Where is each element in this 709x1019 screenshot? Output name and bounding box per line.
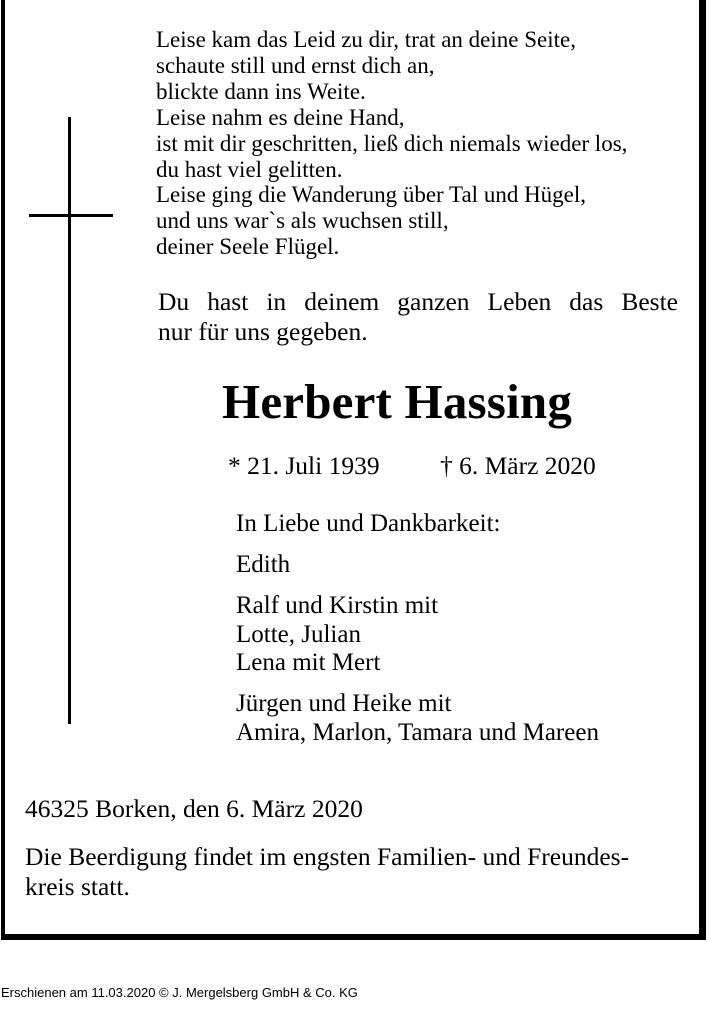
publication-footer: Erschienen am 11.03.2020 © J. Mergelsberg GmbH & Co. KG xyxy=(1,985,358,1000)
poem-line: deiner Seele Flügel. xyxy=(156,234,340,260)
poem xyxy=(156,27,627,260)
quote-line: Du hast in deinem ganzen Leben das Beste xyxy=(158,287,678,316)
mourner-spouse: Edith xyxy=(236,551,291,578)
cross-icon-horizontal xyxy=(29,214,113,217)
poem-line: schaute still und ernst dich an, xyxy=(156,52,435,78)
quote xyxy=(158,287,678,347)
poem-line: Leise kam das Leid zu dir, trat an deine Seite, xyxy=(156,27,576,52)
funeral-line: kreis statt. xyxy=(25,872,130,901)
frame-shadow-right xyxy=(699,0,706,940)
poem-line: und uns war`s als wuchsen still, xyxy=(156,208,449,234)
quote-line: nur für uns gegeben. xyxy=(158,317,368,346)
mourner-line: Lena mit Mert xyxy=(236,649,381,676)
mourners-intro: In Liebe und Dankbarkeit: xyxy=(236,510,501,537)
mourner-line: Amira, Marlon, Tamara und Mareen xyxy=(236,718,599,746)
frame-shadow-bottom xyxy=(1,934,706,940)
mourner-line: Ralf und Kirstin mit xyxy=(236,592,439,619)
funeral-notice xyxy=(25,842,629,902)
poem-line: blickte dann ins Weite. xyxy=(156,78,366,104)
deceased-name: Herbert Hassing xyxy=(222,374,573,429)
death-date: † 6. März 2020 xyxy=(440,451,596,480)
mourner-group xyxy=(236,690,599,747)
poem-line: Leise ging die Wanderung über Tal und Hügel, xyxy=(156,182,587,208)
cross-icon-vertical xyxy=(68,117,71,724)
poem-line: du hast viel gelitten. xyxy=(156,156,343,182)
poem-line: ist mit dir geschritten, ließ dich niemals wieder los, xyxy=(156,130,628,156)
mourner-line: Jürgen und Heike mit xyxy=(236,690,452,717)
place-date: 46325 Borken, den 6. März 2020 xyxy=(25,794,363,823)
poem-line: Leise nahm es deine Hand, xyxy=(156,104,405,130)
mourner-line: Lotte, Julian xyxy=(236,620,361,648)
funeral-line: Die Beerdigung findet im engsten Familien- und Freundes- xyxy=(25,842,630,871)
mourner-group xyxy=(236,592,438,678)
birth-date: * 21. Juli 1939 xyxy=(228,451,380,480)
